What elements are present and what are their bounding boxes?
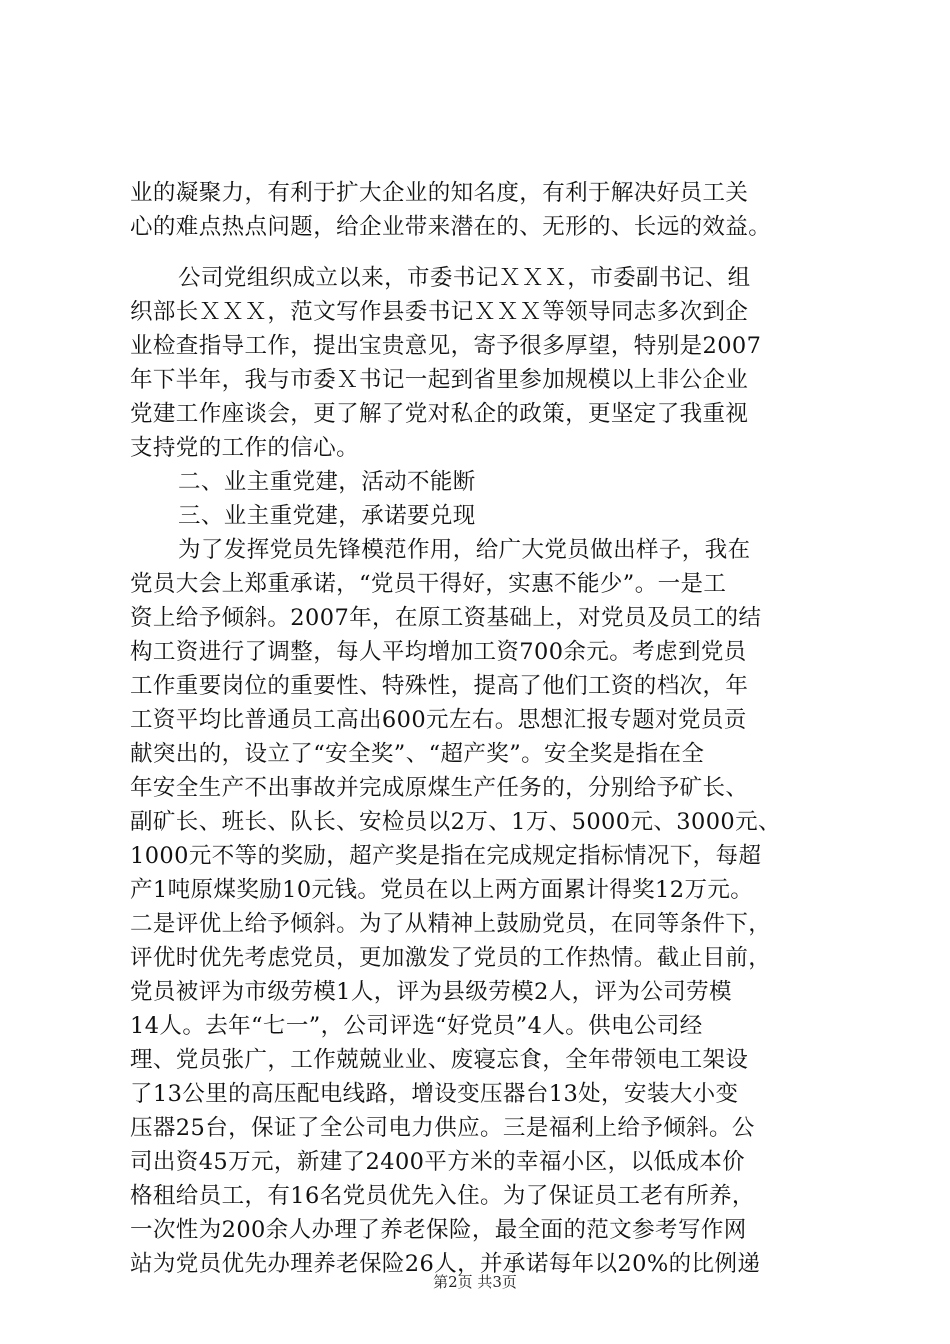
text-line: 了13公里的高压配电线路，增设变压器台13处，安装大小变 <box>130 1081 739 1107</box>
text-line: 资上给予倾斜。2007年，在原工资基础上，对党员及员工的结 <box>130 605 762 631</box>
text-line: 年安全生产不出事故并完成原煤生产任务的，分别给予矿长、 <box>130 775 749 801</box>
text-line: 献突出的，设立了“安全奖”、“超产奖”。安全奖是指在全 <box>130 741 705 767</box>
text-line: 站为党员优先办理养老保险26人，并承诺每年以20%的比例递 <box>130 1251 761 1277</box>
text-line: 格租给员工，有16名党员优先入住。为了保证员工老有所养， <box>130 1183 755 1209</box>
text-line: 二是评优上给予倾斜。为了从精神上鼓励党员，在同等条件下， <box>130 911 772 937</box>
page-number-footer: 第2页 共3页 <box>433 1273 517 1291</box>
text-line: 评优时优先考虑党员，更加激发了党员的工作热情。截止目前， <box>130 945 772 971</box>
text-line: 理、党员张广，工作兢兢业业、废寝忘食，全年带领电工架设 <box>130 1047 749 1073</box>
text-line: 副矿长、班长、队长、安检员以2万、1万、5000元、3000元、 <box>130 809 781 835</box>
text-line: 年下半年，我与市委Ｘ书记一起到省里参加规模以上非公企业 <box>130 367 749 393</box>
text-line: 支持党的工作的信心。 <box>130 435 360 461</box>
text-line: 业检查指导工作，提出宝贵意见，寄予很多厚望，特别是2007 <box>130 333 762 359</box>
text-line: 织部长ＸＸＸ，范文写作县委书记ＸＸＸ等领导同志多次到企 <box>130 299 749 325</box>
text-line: 14人。去年“七一”，公司评选“好党员”4人。供电公司经 <box>130 1013 703 1039</box>
text-line: 产1吨原煤奖励10元钱。党员在以上两方面累计得奖12万元。 <box>130 877 754 903</box>
text-line: 心的难点热点问题，给企业带来潜在的、无形的、长远的效益。 <box>130 214 772 240</box>
text-line: 党建工作座谈会，更了解了党对私企的政策，更坚定了我重视 <box>130 401 749 427</box>
text-line: 1000元不等的奖励，超产奖是指在完成规定指标情况下，每超 <box>130 843 762 869</box>
text-line: 构工资进行了调整，每人平均增加工资700余元。考虑到党员 <box>130 639 747 665</box>
text-line: 公司党组织成立以来，市委书记ＸＸＸ，市委副书记、组 <box>178 265 751 291</box>
section-heading: 三、业主重党建，承诺要兑现 <box>178 503 476 529</box>
text-line: 一次性为200余人办理了养老保险，最全面的范文参考写作网 <box>130 1217 747 1243</box>
text-line: 工资平均比普通员工高出600元左右。思想汇报专题对党员贡 <box>130 707 747 733</box>
text-line: 压器25台，保证了全公司电力供应。三是福利上给予倾斜。公 <box>130 1115 755 1141</box>
text-line: 业的凝聚力，有利于扩大企业的知名度，有利于解决好员工关 <box>130 180 749 206</box>
text-line: 工作重要岗位的重要性、特殊性，提高了他们工资的档次，年 <box>130 673 749 699</box>
section-heading: 二、业主重党建，活动不能断 <box>178 469 476 495</box>
text-line: 党员大会上郑重承诺，“党员干得好，实惠不能少”。一是工 <box>130 571 727 597</box>
text-line: 司出资45万元，新建了2400平方米的幸福小区，以低成本价 <box>130 1149 745 1175</box>
text-line: 为了发挥党员先锋模范作用，给广大党员做出样子，我在 <box>178 537 751 563</box>
text-line: 党员被评为市级劳模1人，评为县级劳模2人，评为公司劳模 <box>130 979 732 1005</box>
